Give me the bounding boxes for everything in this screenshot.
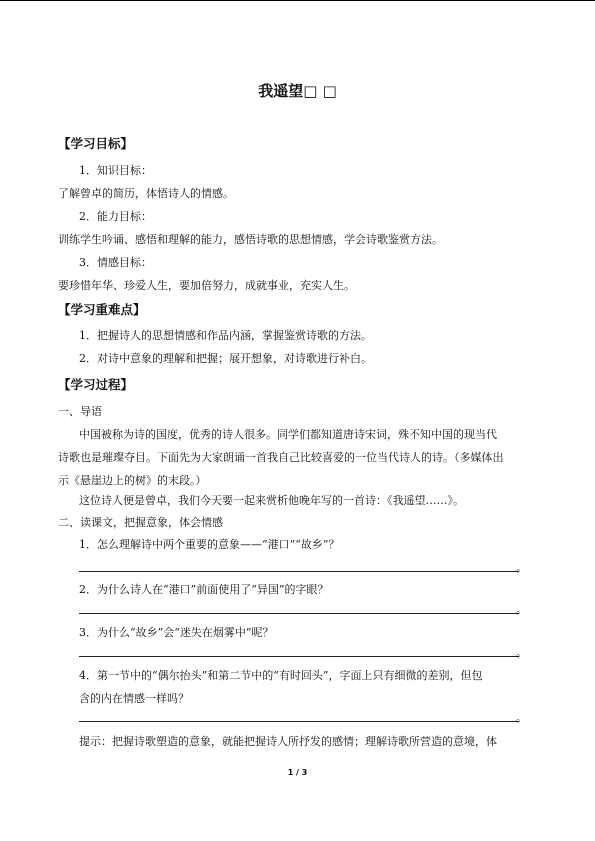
answer-line-2[interactable]: [79, 603, 527, 617]
answer-period: 。: [516, 603, 527, 616]
section-heading-process: 【学习过程】: [58, 377, 134, 392]
objective-ability-label: 2．能力目标：: [79, 210, 152, 223]
question-2: 2．为什么诗人在“港口”前面使用了“异国”的字眼？: [79, 583, 329, 596]
objective-ability-text: 训练学生吟诵、感悟和理解的能力，感悟诗歌的思想情感，学会诗歌鉴赏方法。: [58, 233, 443, 246]
objective-emotion-text: 要珍惜年华、珍爱人生，要加倍努力，成就事业，充实人生。: [58, 279, 355, 292]
intro-paragraph-line: 这位诗人便是曾卓，我们今天要一起来赏析他晚年写的一首诗：《我遥望……》。: [79, 494, 464, 507]
section-heading-key-points: 【学习重难点】: [58, 302, 146, 317]
page-title: 我遥望□ □: [258, 82, 337, 100]
objective-emotion-label: 3．情感目标：: [79, 256, 152, 269]
answer-blank: [79, 656, 519, 657]
answer-line-4[interactable]: [79, 711, 527, 725]
key-point-1: 1．把握诗人的思想情感和作品内涵，掌握鉴赏诗歌的方法。: [79, 329, 372, 342]
hint-text: 提示：把握诗歌塑造的意象，就能把握诗人所抒发的感情；理解诗歌所营造的意境，体: [79, 735, 497, 748]
answer-period: 。: [516, 711, 527, 724]
objective-knowledge-label: 1．知识目标：: [79, 164, 152, 177]
key-point-2: 2．对诗中意象的理解和把握；展开想象，对诗歌进行补白。: [79, 352, 372, 365]
intro-paragraph-line: 中国被称为诗的国度，优秀的诗人很多。同学们都知道唐诗宋词，殊不知中国的现当代: [79, 428, 497, 441]
answer-line-1[interactable]: [79, 561, 527, 575]
intro-paragraph-line: 诗歌也是璀璨夺目。下面先为大家朗诵一首我自己比较喜爱的一位当代诗人的诗。（多媒体出: [58, 451, 504, 464]
intro-paragraph-line: 示《悬崖边上的树》的末段。）: [58, 474, 207, 487]
question-3: 3．为什么“故乡”会“迷失在烟雾中”呢？: [79, 626, 274, 639]
answer-blank: [79, 571, 519, 572]
top-border: [0, 0, 595, 1]
question-1: 1．怎么理解诗中两个重要的意象——“港口”“故乡”？: [79, 538, 340, 551]
objective-knowledge-text: 了解曾卓的简历，体悟诗人的情感。: [58, 187, 234, 200]
question-4-line-1: 4．第一节中的“偶尔抬头”和第二节中的“有时回头”，字面上只有细微的差别，但包: [79, 669, 483, 682]
answer-blank: [79, 721, 519, 722]
question-4-line-2: 含的内在情感一样吗？: [79, 692, 189, 705]
page-number: 1 / 3: [287, 768, 308, 777]
answer-line-3[interactable]: [79, 646, 527, 660]
intro-heading: 一、导语: [58, 405, 102, 418]
answer-period: 。: [516, 561, 527, 574]
answer-period: 。: [516, 646, 527, 659]
section-heading-objectives: 【学习目标】: [58, 136, 134, 151]
answer-blank: [79, 613, 519, 614]
reading-heading: 二、读课文，把握意象，体会情感: [58, 516, 223, 529]
